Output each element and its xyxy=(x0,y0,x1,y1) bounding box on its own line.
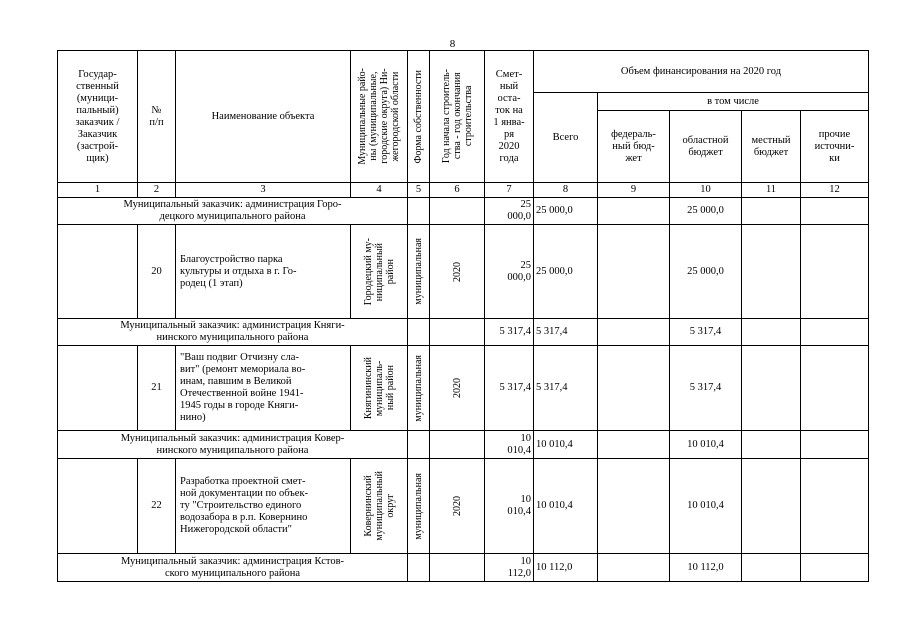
local-cell xyxy=(742,346,801,431)
object-number: 20 xyxy=(138,225,176,319)
column-number-row xyxy=(58,183,869,198)
regional-cell: 10 112,0 xyxy=(670,554,742,582)
header-ownership: Форма собственности xyxy=(408,51,430,183)
total-cell: 25 000,0 xyxy=(534,198,598,225)
federal-cell xyxy=(598,346,670,431)
group-label: Муниципальный заказчик: администрация Горо- децкого муниципального района xyxy=(58,198,408,225)
column-number: 3 xyxy=(176,183,351,198)
header-financing: Объем финансирования на 2020 год xyxy=(534,51,869,93)
column-number: 5 xyxy=(408,183,430,198)
other-cell xyxy=(801,319,869,346)
object-name: Благоустройство парка культуры и отдыха в г. Го- родец (1 этап) xyxy=(176,225,351,319)
column-number: 11 xyxy=(742,183,801,198)
header-number: № п/п xyxy=(138,51,176,183)
estimate-cell: 10 010,4 xyxy=(485,431,534,459)
object-row xyxy=(58,225,869,319)
ownership-cell: муниципальная xyxy=(408,459,430,554)
header-other: прочие источни- ки xyxy=(801,111,869,183)
federal-cell xyxy=(598,319,670,346)
header-estimate: Смет- ный оста- ток на 1 янва- ря 2020 года xyxy=(485,51,534,183)
estimate-cell: 5 317,4 xyxy=(485,319,534,346)
header-years: Год начала строитель- ства - год окончания строительства xyxy=(430,51,485,183)
group-row xyxy=(58,554,869,582)
other-cell xyxy=(801,346,869,431)
regional-cell: 10 010,4 xyxy=(670,459,742,554)
group-label: Муниципальный заказчик: администрация Княги- нинского муниципального района xyxy=(58,319,408,346)
local-cell xyxy=(742,431,801,459)
object-row xyxy=(58,346,869,431)
financing-table xyxy=(57,50,869,582)
header-object-name: Наименование объекта xyxy=(176,51,351,183)
page-number: 8 xyxy=(449,38,456,50)
object-number: 22 xyxy=(138,459,176,554)
other-cell xyxy=(801,459,869,554)
district-cell: Городецкий му- ниципальный район xyxy=(351,225,408,319)
column-number: 8 xyxy=(534,183,598,198)
regional-cell: 5 317,4 xyxy=(670,346,742,431)
group-label: Муниципальный заказчик: администрация Ковер- нинского муниципального района xyxy=(58,431,408,459)
header-customer: Государ- ственный (муници- пальный) заказчик / Заказчик (застрой- щик) xyxy=(58,51,138,183)
federal-cell xyxy=(598,459,670,554)
other-cell xyxy=(801,225,869,319)
column-number: 9 xyxy=(598,183,670,198)
group-row xyxy=(58,319,869,346)
header-district: Муниципальные райо- ны (муниципальные, городские округа) Ни- жегородской области xyxy=(351,51,408,183)
other-cell xyxy=(801,198,869,225)
total-cell: 10 010,4 xyxy=(534,459,598,554)
local-cell xyxy=(742,319,801,346)
regional-cell: 10 010,4 xyxy=(670,431,742,459)
group-label: Муниципальный заказчик: администрация Кстов- ского муниципального района xyxy=(58,554,408,582)
year-cell: 2020 xyxy=(430,346,485,431)
object-name: Разработка проектной смет- ной документации по объек- ту "Строительство единого водозабора в р.п. Ковернино Нижегородской области" xyxy=(176,459,351,554)
estimate-cell: 25 000,0 xyxy=(485,225,534,319)
ownership-cell: муниципальная xyxy=(408,346,430,431)
local-cell xyxy=(742,459,801,554)
district-cell: Ковернинский муниципальный округ xyxy=(351,459,408,554)
district-cell: Княгининский муниципаль- ный район xyxy=(351,346,408,431)
group-row xyxy=(58,431,869,459)
total-cell: 10 112,0 xyxy=(534,554,598,582)
column-number: 7 xyxy=(485,183,534,198)
object-name: "Ваш подвиг Отчизну сла- вит" (ремонт мемориала во- инам, павшим в Великой Отечественной войне 1941- 1945 годы в городе Княги- нино) xyxy=(176,346,351,431)
total-cell: 5 317,4 xyxy=(534,319,598,346)
local-cell xyxy=(742,198,801,225)
other-cell xyxy=(801,554,869,582)
federal-cell xyxy=(598,431,670,459)
header-including: в том числе xyxy=(598,93,869,111)
column-number: 2 xyxy=(138,183,176,198)
column-number: 6 xyxy=(430,183,485,198)
federal-cell xyxy=(598,554,670,582)
federal-cell xyxy=(598,198,670,225)
year-cell: 2020 xyxy=(430,459,485,554)
local-cell xyxy=(742,554,801,582)
regional-cell: 25 000,0 xyxy=(670,225,742,319)
header-local: местный бюджет xyxy=(742,111,801,183)
total-cell: 5 317,4 xyxy=(534,346,598,431)
column-number: 4 xyxy=(351,183,408,198)
estimate-cell: 10 112,0 xyxy=(485,554,534,582)
federal-cell xyxy=(598,225,670,319)
ownership-cell: муниципальная xyxy=(408,225,430,319)
estimate-cell: 5 317,4 xyxy=(485,346,534,431)
header-federal: федераль- ный бюд- жет xyxy=(598,111,670,183)
regional-cell: 25 000,0 xyxy=(670,198,742,225)
column-number: 10 xyxy=(670,183,742,198)
other-cell xyxy=(801,431,869,459)
header-total: Всего xyxy=(534,93,598,183)
group-row xyxy=(58,198,869,225)
column-number: 12 xyxy=(801,183,869,198)
object-row xyxy=(58,459,869,554)
year-cell: 2020 xyxy=(430,225,485,319)
local-cell xyxy=(742,225,801,319)
total-cell: 10 010,4 xyxy=(534,431,598,459)
total-cell: 25 000,0 xyxy=(534,225,598,319)
object-number: 21 xyxy=(138,346,176,431)
estimate-cell: 10 010,4 xyxy=(485,459,534,554)
regional-cell: 5 317,4 xyxy=(670,319,742,346)
header-regional: областной бюджет xyxy=(670,111,742,183)
estimate-cell: 25 000,0 xyxy=(485,198,534,225)
column-number: 1 xyxy=(58,183,138,198)
